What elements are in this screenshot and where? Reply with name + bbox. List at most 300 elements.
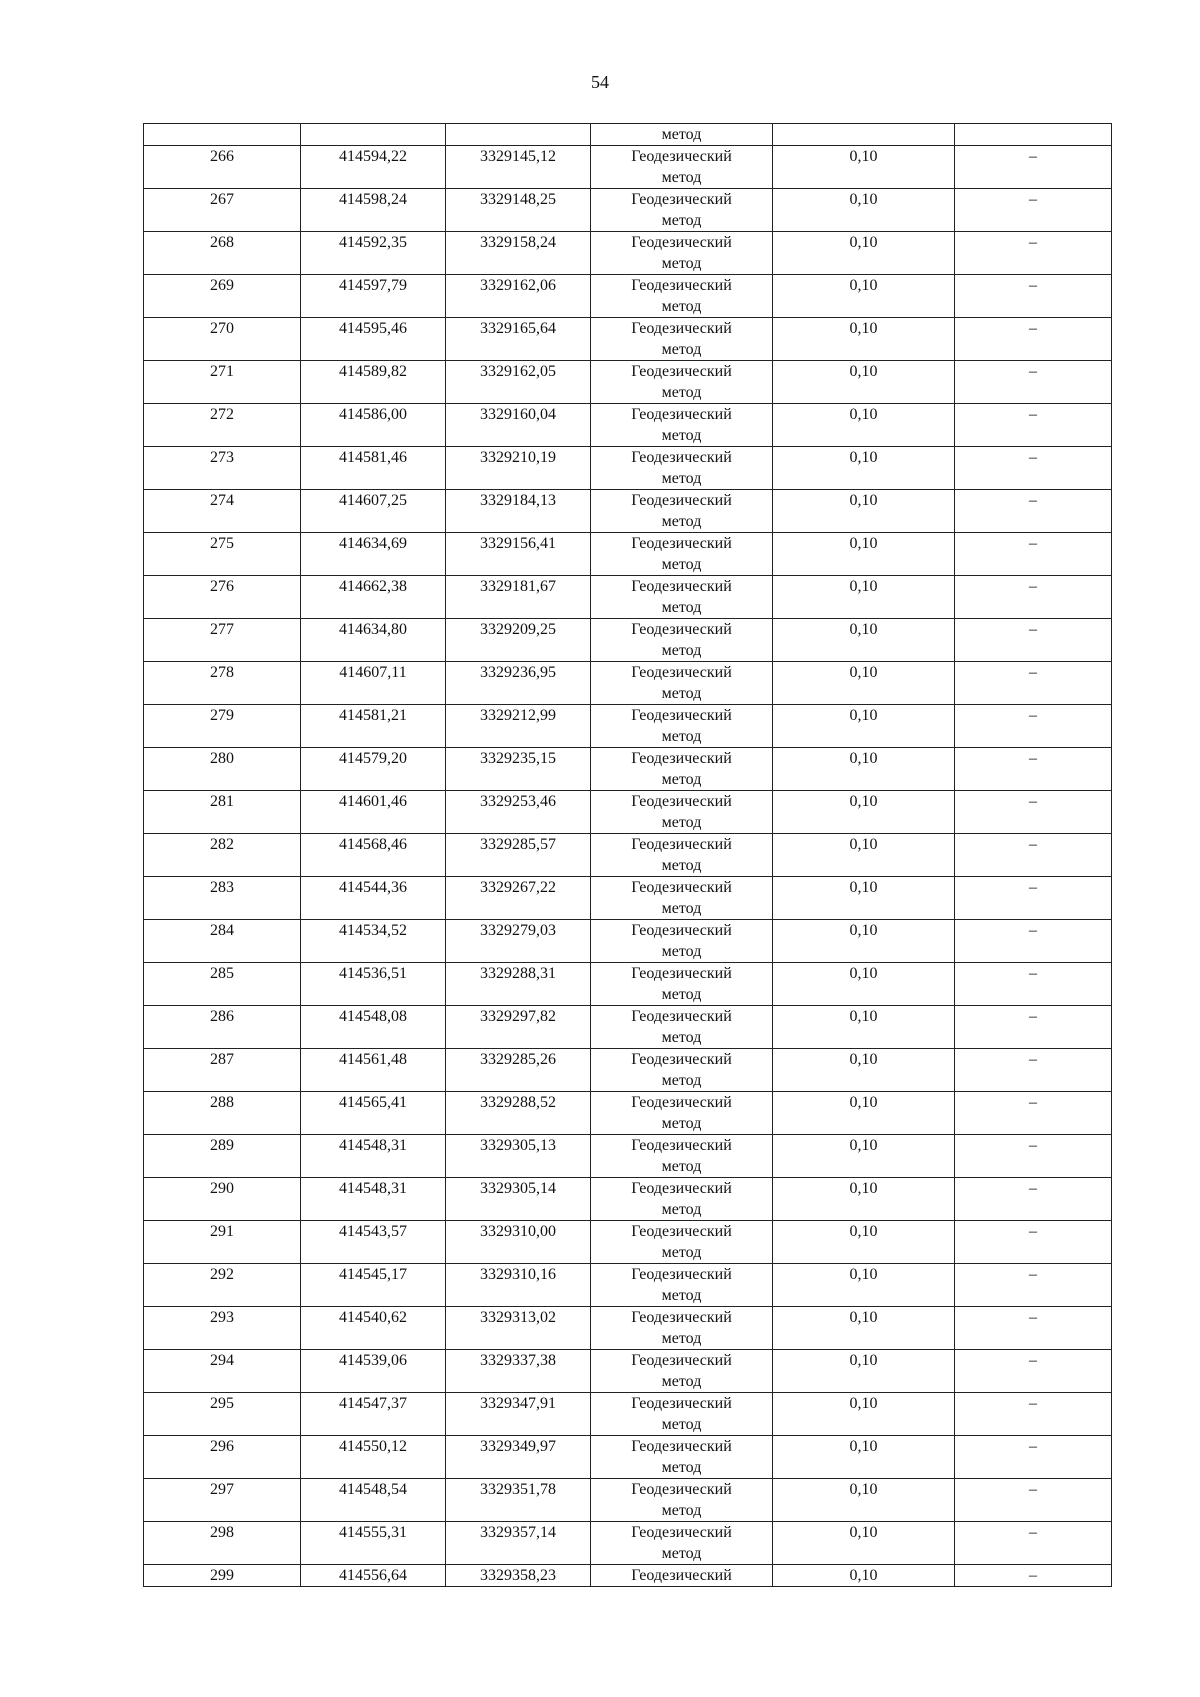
cell-y: 3329162,05: [446, 361, 591, 404]
cell-accuracy: 0,10: [773, 791, 955, 834]
table-row: [144, 748, 1112, 791]
cell-method: [591, 146, 773, 189]
method-line-1: Геодезический: [631, 1266, 732, 1283]
table-row: [144, 447, 1112, 490]
cell-point: 290: [144, 1178, 301, 1221]
cell-point: 286: [144, 1006, 301, 1049]
cell-point: 276: [144, 576, 301, 619]
cell-y: 3329285,57: [446, 834, 591, 877]
cell-description: –: [955, 705, 1112, 748]
method-line-2: метод: [661, 470, 702, 487]
cell-x: 414547,37: [301, 1393, 446, 1436]
cell-x: 414548,08: [301, 1006, 446, 1049]
cell-point: 287: [144, 1049, 301, 1092]
cell-x: 414545,17: [301, 1264, 446, 1307]
cell-accuracy: 0,10: [773, 1393, 955, 1436]
table-row: [144, 404, 1112, 447]
method-line-2: метод: [661, 1244, 702, 1261]
table-row: [144, 490, 1112, 533]
cell-x: 414548,54: [301, 1479, 446, 1522]
method-line-1: Геодезический: [631, 793, 732, 810]
method-line-1: Геодезический: [631, 1352, 732, 1369]
method-line-1: Геодезический: [631, 707, 732, 724]
cell-accuracy: 0,10: [773, 1221, 955, 1264]
cell-y: 3329145,12: [446, 146, 591, 189]
cell-description: –: [955, 791, 1112, 834]
page-number: 54: [591, 72, 609, 92]
cell-description: –: [955, 748, 1112, 791]
method-line-1: Геодезический: [631, 965, 732, 982]
cell-accuracy: 0,10: [773, 705, 955, 748]
method-line-2: метод: [661, 814, 702, 831]
cell-y: 3329148,25: [446, 189, 591, 232]
table-row: [144, 146, 1112, 189]
method-line-1: Геодезический: [631, 1094, 732, 1111]
cell-point: 283: [144, 877, 301, 920]
cell-y: 3329347,91: [446, 1393, 591, 1436]
cell-y: 3329305,13: [446, 1135, 591, 1178]
cell-method: [591, 877, 773, 920]
cell-method: [591, 232, 773, 275]
cell-x: 414579,20: [301, 748, 446, 791]
cell-x: 414555,31: [301, 1522, 446, 1565]
cell-method: [591, 1479, 773, 1522]
table-row: [144, 533, 1112, 576]
table-row: [144, 1264, 1112, 1307]
method-line-2: метод: [661, 298, 702, 315]
method-line-2: метод: [661, 1072, 702, 1089]
table-row: [144, 275, 1112, 318]
cell-y: [446, 124, 591, 146]
cell-y: 3329351,78: [446, 1479, 591, 1522]
method-line-2: метод: [661, 857, 702, 874]
cell-y: 3329162,06: [446, 275, 591, 318]
cell-description: –: [955, 619, 1112, 662]
cell-x: 414550,12: [301, 1436, 446, 1479]
cell-method: [591, 834, 773, 877]
cell-point: 275: [144, 533, 301, 576]
cell-x: [301, 124, 446, 146]
cell-point: 269: [144, 275, 301, 318]
cell-accuracy: 0,10: [773, 1178, 955, 1221]
cell-description: –: [955, 490, 1112, 533]
method-line-2: метод: [661, 1201, 702, 1218]
method-line-2: метод: [661, 900, 702, 917]
cell-method: [591, 1522, 773, 1565]
cell-point: 297: [144, 1479, 301, 1522]
cell-x: 414568,46: [301, 834, 446, 877]
cell-y: 3329357,14: [446, 1522, 591, 1565]
cell-point: 285: [144, 963, 301, 1006]
cell-x: 414534,52: [301, 920, 446, 963]
cell-x: 414548,31: [301, 1178, 446, 1221]
method-line-1: Геодезический: [631, 750, 732, 767]
cell-y: 3329236,95: [446, 662, 591, 705]
cell-description: –: [955, 1264, 1112, 1307]
table-row: [144, 1479, 1112, 1522]
cell-description: –: [955, 1350, 1112, 1393]
cell-y: 3329235,15: [446, 748, 591, 791]
coordinates-table-wrapper: [143, 123, 1111, 1587]
cell-y: 3329310,16: [446, 1264, 591, 1307]
method-line-2: метод: [661, 943, 702, 960]
cell-point: 289: [144, 1135, 301, 1178]
cell-method: [591, 490, 773, 533]
cell-x: 414581,21: [301, 705, 446, 748]
cell-x: 414581,46: [301, 447, 446, 490]
cell-accuracy: 0,10: [773, 748, 955, 791]
cell-method: [591, 619, 773, 662]
method-line-2: метод: [661, 1115, 702, 1132]
cell-method: [591, 963, 773, 1006]
cell-y: 3329349,97: [446, 1436, 591, 1479]
cell-x: 414539,06: [301, 1350, 446, 1393]
cell-y: 3329305,14: [446, 1178, 591, 1221]
cell-y: 3329310,00: [446, 1221, 591, 1264]
cell-y: 3329313,02: [446, 1307, 591, 1350]
method-line-1: Геодезический: [631, 879, 732, 896]
cell-point: 271: [144, 361, 301, 404]
cell-y: 3329209,25: [446, 619, 591, 662]
method-line-1: Геодезический: [631, 1223, 732, 1240]
cell-point: 281: [144, 791, 301, 834]
table-row: [144, 877, 1112, 920]
method-line-2: метод: [661, 1373, 702, 1390]
cell-method: Геодезический: [591, 1565, 773, 1587]
cell-accuracy: 0,10: [773, 877, 955, 920]
cell-x: 414634,69: [301, 533, 446, 576]
cell-description: –: [955, 1049, 1112, 1092]
cell-accuracy: 0,10: [773, 404, 955, 447]
cell-description: –: [955, 963, 1112, 1006]
method-line-1: Геодезический: [631, 664, 732, 681]
cell-accuracy: 0,10: [773, 361, 955, 404]
method-line-2: метод: [661, 427, 702, 444]
cell-x: 414544,36: [301, 877, 446, 920]
table-row: [144, 232, 1112, 275]
cell-point: 266: [144, 146, 301, 189]
cell-accuracy: 0,10: [773, 662, 955, 705]
cell-x: 414548,31: [301, 1135, 446, 1178]
cell-accuracy: 0,10: [773, 1049, 955, 1092]
cell-y: 3329337,38: [446, 1350, 591, 1393]
cell-y: 3329156,41: [446, 533, 591, 576]
method-line-1: Геодезический: [631, 1438, 732, 1455]
cell-method: [591, 189, 773, 232]
method-line-1: Геодезический: [631, 148, 732, 165]
cell-y: 3329181,67: [446, 576, 591, 619]
cell-x: 414595,46: [301, 318, 446, 361]
method-line-2: метод: [661, 685, 702, 702]
cell-y: 3329212,99: [446, 705, 591, 748]
cell-description: –: [955, 1565, 1112, 1587]
cell-accuracy: 0,10: [773, 275, 955, 318]
method-line-1: Геодезический: [631, 578, 732, 595]
cell-accuracy: 0,10: [773, 1006, 955, 1049]
cell-description: –: [955, 920, 1112, 963]
cell-method: [591, 1264, 773, 1307]
cell-method: [591, 1178, 773, 1221]
cell-y: 3329285,26: [446, 1049, 591, 1092]
cell-x: 414607,11: [301, 662, 446, 705]
method-line-2: метод: [661, 1416, 702, 1433]
cell-method: [591, 791, 773, 834]
cell-description: –: [955, 189, 1112, 232]
method-line-1: Геодезический: [631, 1051, 732, 1068]
cell-description: –: [955, 146, 1112, 189]
cell-accuracy: 0,10: [773, 619, 955, 662]
method-line-2: метод: [661, 986, 702, 1003]
method-line-1: Геодезический: [631, 492, 732, 509]
table-row: [144, 361, 1112, 404]
cell-accuracy: 0,10: [773, 1522, 955, 1565]
method-line-1: Геодезический: [631, 449, 732, 466]
cell-x: 414556,64: [301, 1565, 446, 1587]
method-line-2: метод: [661, 771, 702, 788]
cell-method: [591, 1092, 773, 1135]
method-line-1: Геодезический: [631, 621, 732, 638]
cell-point: [144, 124, 301, 146]
method-line-2: метод: [661, 1459, 702, 1476]
method-line-2: метод: [661, 642, 702, 659]
cell-accuracy: 0,10: [773, 1264, 955, 1307]
cell-point: 291: [144, 1221, 301, 1264]
cell-y: 3329210,19: [446, 447, 591, 490]
cell-x: 414592,35: [301, 232, 446, 275]
cell-accuracy: 0,10: [773, 1135, 955, 1178]
cell-accuracy: 0,10: [773, 1565, 955, 1587]
cell-method: [591, 662, 773, 705]
cell-y: 3329184,13: [446, 490, 591, 533]
cell-x: 414594,22: [301, 146, 446, 189]
table-row: [144, 318, 1112, 361]
cell-x: 414586,00: [301, 404, 446, 447]
cell-accuracy: 0,10: [773, 1479, 955, 1522]
cell-method: [591, 404, 773, 447]
table-row: [144, 1393, 1112, 1436]
cell-description: –: [955, 447, 1112, 490]
cell-x: 414561,48: [301, 1049, 446, 1092]
cell-point: 274: [144, 490, 301, 533]
cell-description: –: [955, 232, 1112, 275]
cell-accuracy: 0,10: [773, 1092, 955, 1135]
cell-x: 414598,24: [301, 189, 446, 232]
cell-description: –: [955, 275, 1112, 318]
cell-point: 294: [144, 1350, 301, 1393]
method-line-1: Геодезический: [631, 363, 732, 380]
cell-point: 280: [144, 748, 301, 791]
cell-method: метод: [591, 124, 773, 146]
cell-y: 3329158,24: [446, 232, 591, 275]
cell-accuracy: 0,10: [773, 146, 955, 189]
method-line-2: метод: [661, 1029, 702, 1046]
cell-method: [591, 361, 773, 404]
cell-accuracy: 0,10: [773, 533, 955, 576]
cell-accuracy: 0,10: [773, 1350, 955, 1393]
cell-accuracy: 0,10: [773, 1436, 955, 1479]
method-line-1: Геодезический: [631, 1137, 732, 1154]
cell-method: [591, 1350, 773, 1393]
cell-description: –: [955, 533, 1112, 576]
cell-method: [591, 533, 773, 576]
cell-x: 414607,25: [301, 490, 446, 533]
table-row: [144, 1522, 1112, 1565]
cell-description: –: [955, 662, 1112, 705]
cell-x: 414536,51: [301, 963, 446, 1006]
cell-method: [591, 748, 773, 791]
cell-description: –: [955, 1393, 1112, 1436]
cell-y: 3329279,03: [446, 920, 591, 963]
cell-method: [591, 1307, 773, 1350]
cell-accuracy: [773, 124, 955, 146]
method-line-2: метод: [661, 1330, 702, 1347]
table-row: [144, 1135, 1112, 1178]
cell-description: –: [955, 1006, 1112, 1049]
table-row: [144, 963, 1112, 1006]
cell-description: –: [955, 1178, 1112, 1221]
cell-method: [591, 705, 773, 748]
method-line-1: Геодезический: [631, 406, 732, 423]
cell-point: 298: [144, 1522, 301, 1565]
cell-description: –: [955, 1092, 1112, 1135]
cell-method: [591, 1436, 773, 1479]
method-line-1: Геодезический: [631, 535, 732, 552]
table-row-last: [144, 1565, 1112, 1587]
cell-accuracy: 0,10: [773, 963, 955, 1006]
method-line-2: метод: [661, 384, 702, 401]
method-line-1: Геодезический: [631, 1524, 732, 1541]
cell-x: 414597,79: [301, 275, 446, 318]
cell-method: [591, 275, 773, 318]
cell-accuracy: 0,10: [773, 834, 955, 877]
cell-x: 414543,57: [301, 1221, 446, 1264]
table-row: [144, 920, 1112, 963]
method-line-1: Геодезический: [631, 836, 732, 853]
cell-method: [591, 576, 773, 619]
cell-y: 3329358,23: [446, 1565, 591, 1587]
table-row: [144, 619, 1112, 662]
method-line-2: метод: [661, 212, 702, 229]
cell-accuracy: 0,10: [773, 490, 955, 533]
cell-y: 3329288,31: [446, 963, 591, 1006]
table-row: [144, 1049, 1112, 1092]
method-line-1: Геодезический: [631, 234, 732, 251]
coordinates-table: [143, 123, 1112, 1587]
method-line-1: Геодезический: [631, 1309, 732, 1326]
method-line-2: метод: [661, 599, 702, 616]
cell-point: 284: [144, 920, 301, 963]
cell-description: –: [955, 1221, 1112, 1264]
cell-x: 414589,82: [301, 361, 446, 404]
cell-description: –: [955, 834, 1112, 877]
cell-accuracy: 0,10: [773, 576, 955, 619]
cell-description: –: [955, 1479, 1112, 1522]
method-line-1: Геодезический: [631, 922, 732, 939]
cell-description: [955, 124, 1112, 146]
cell-description: –: [955, 877, 1112, 920]
cell-y: 3329160,04: [446, 404, 591, 447]
method-line-2: метод: [661, 513, 702, 530]
table-row: [144, 1178, 1112, 1221]
cell-description: –: [955, 1307, 1112, 1350]
table-row: [144, 791, 1112, 834]
cell-method: [591, 318, 773, 361]
cell-method: [591, 1049, 773, 1092]
cell-point: 296: [144, 1436, 301, 1479]
cell-x: 414540,62: [301, 1307, 446, 1350]
cell-point: 293: [144, 1307, 301, 1350]
table-row: [144, 705, 1112, 748]
cell-method: [591, 1006, 773, 1049]
cell-point: 270: [144, 318, 301, 361]
cell-point: 268: [144, 232, 301, 275]
method-line-2: метод: [661, 255, 702, 272]
method-line-2: метод: [661, 1545, 702, 1562]
cell-point: 267: [144, 189, 301, 232]
cell-y: 3329288,52: [446, 1092, 591, 1135]
table-row: [144, 834, 1112, 877]
cell-description: –: [955, 1135, 1112, 1178]
table-row: [144, 189, 1112, 232]
cell-accuracy: 0,10: [773, 447, 955, 490]
table-row: [144, 1006, 1112, 1049]
table-row: [144, 576, 1112, 619]
cell-x: 414662,38: [301, 576, 446, 619]
cell-accuracy: 0,10: [773, 920, 955, 963]
method-line-1: Геодезический: [631, 1481, 732, 1498]
cell-description: –: [955, 318, 1112, 361]
method-line-1: Геодезический: [631, 1008, 732, 1025]
cell-point: 277: [144, 619, 301, 662]
cell-x: 414634,80: [301, 619, 446, 662]
cell-accuracy: 0,10: [773, 189, 955, 232]
method-line-2: метод: [661, 556, 702, 573]
table-body: [144, 124, 1112, 1587]
table-row: [144, 1436, 1112, 1479]
method-line-1: Геодезический: [631, 191, 732, 208]
cell-y: 3329267,22: [446, 877, 591, 920]
cell-accuracy: 0,10: [773, 232, 955, 275]
cell-y: 3329253,46: [446, 791, 591, 834]
method-line-2: метод: [661, 169, 702, 186]
cell-accuracy: 0,10: [773, 318, 955, 361]
method-line-2: метод: [661, 1287, 702, 1304]
table-row: [144, 1350, 1112, 1393]
table-row: [144, 1307, 1112, 1350]
cell-x: 414565,41: [301, 1092, 446, 1135]
cell-description: –: [955, 576, 1112, 619]
method-line-1: Геодезический: [631, 277, 732, 294]
cell-point: 288: [144, 1092, 301, 1135]
cell-method: [591, 1393, 773, 1436]
cell-point: 279: [144, 705, 301, 748]
method-line-2: метод: [661, 1502, 702, 1519]
cell-y: 3329297,82: [446, 1006, 591, 1049]
method-line-1: Геодезический: [631, 320, 732, 337]
cell-point: 292: [144, 1264, 301, 1307]
method-line-2: метод: [661, 1158, 702, 1175]
cell-point: 278: [144, 662, 301, 705]
cell-accuracy: 0,10: [773, 1307, 955, 1350]
cell-x: 414601,46: [301, 791, 446, 834]
cell-point: 272: [144, 404, 301, 447]
table-row: [144, 662, 1112, 705]
cell-description: –: [955, 361, 1112, 404]
method-line-1: Геодезический: [631, 1395, 732, 1412]
method-line-2: метод: [661, 341, 702, 358]
cell-point: 299: [144, 1565, 301, 1587]
cell-description: –: [955, 1522, 1112, 1565]
